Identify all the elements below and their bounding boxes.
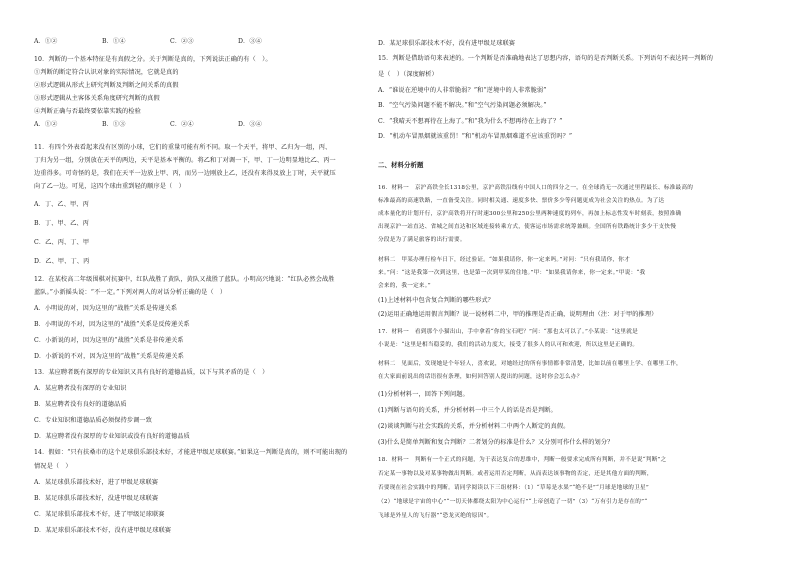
- q10-options: [34, 122, 306, 128]
- q18-material: 18．材料一 判断有一个正式的问题，为于表达复合的思维中，判断一般要求完成所有判断，并不是说“判断”之: [378, 457, 667, 463]
- q16-subquestion: (2)运用正确地运用假言判断？说一说材料二中，甲的推理是否正确，说明理由（注：对于甲的推理）: [378, 311, 658, 318]
- q12-option: D．小新说的不对，因为这里的“战胜”关系是传递关系: [34, 353, 184, 360]
- q17-subquestion: (2)谈谈判断与社会实践的关系，并分析材料二中两个人断定的真假。: [378, 423, 570, 430]
- q11-option: C．乙、丙、丁、甲: [34, 239, 90, 246]
- q16-subquestion: (1)上述材料中包含复合判断的哪些形式？: [378, 297, 494, 304]
- q10-item: ③形式逻辑从主客体关系角度研究判断的真假: [34, 95, 160, 102]
- q17-material: 17．材料一 看到那个小猫出山，手中拿着“你的宝石吧？”问：“那也太可以了。”小某说：“这里就是: [378, 329, 638, 335]
- q16-material: 出现京沪一站直达、省城之间直达和区域连接转乘方式，使客运市场需求统筹兼顾。全国所有铁路统计多少干支快慢: [378, 224, 677, 230]
- q15-line: 是（ ）（深度解析）: [378, 71, 438, 78]
- q13-stem: 13．某应聘者既有深厚的专业知识又具有良好的道德品质，以下与其矛盾的是（ ）: [34, 369, 269, 376]
- q17-subquestion: (1)判断与语句的关系，并分析材料一中三个人的话是否是判断。: [378, 407, 557, 414]
- q12-option: C．小新说的对，因为这里的“战胜”关系是非传递关系: [34, 337, 184, 344]
- q18-material: 否定某一事物以及对某事物做出判断。或者运用否定判断，从而表达该事物的否定，还是其他方面的判断，: [378, 471, 653, 477]
- q12-option: B．小明说的不对，因为这里的“战胜”关系是反传递关系: [34, 321, 190, 328]
- q10-stem: 10．判断的一个基本特征是有真假之分。关于判断是真的，下列说法正确的有（ ）。: [34, 56, 272, 63]
- q9-options: [34, 39, 306, 45]
- q11-line: 边重得多。可奇怪的是，我们在天平一边放上甲、丙，而另一边刚放上乙，还没有来得及放上丁时，天平就压: [34, 170, 336, 177]
- q17-subquestion: (3)什么是简单判断和复合判断？二者划分的标准是什么？又分别可作什么样的划分？: [378, 439, 614, 446]
- q12-line: 蓝队。”小新摇头说：“不一定。”下列对两人的对话分析正确的是（ ）: [34, 289, 227, 296]
- q16-material2: 会来的，我一定来。”: [378, 283, 431, 289]
- q16-material: 成本量化的计划开行，京沪高铁将开行时速300公里和250公里两种速度的列车，再加上标志性发车时刻表，按照准确: [378, 211, 682, 217]
- q11-option: B．丁、甲、乙、丙: [34, 220, 89, 227]
- q15-option: C．“我晴天不想再待在上海了。”和“我为什么不想再待在上海了？”: [378, 118, 563, 125]
- q14-option: B．某足球俱乐部技术好，没进甲级足球联赛: [34, 495, 159, 502]
- option: C．②④: [170, 121, 194, 128]
- q18-material: 飞球是外星人的飞行器”“恐龙灭绝的原因”。: [378, 513, 493, 519]
- q13-option: A．某应聘者没有深厚的专业知识: [34, 385, 127, 392]
- q12-option: A．小明说的对，因为这里的“战胜”关系是传递关系: [34, 305, 178, 312]
- q14-option: A．某足球俱乐部技术好，进了甲级足球联赛: [34, 479, 159, 486]
- q11-line: 丁归为另一组，分别放在天平的两边，天平是基本平衡的。将乙和丁对调一下，甲、丁一边明显地比乙、丙一: [34, 157, 336, 164]
- q17-subquestion: (1)分析材料一，回答下列问题。: [378, 391, 469, 398]
- q14-line: 14．假如：“只有扶桑市的这个足球俱乐部技术好，才能进甲级足球联赛。”如果这一判断是真的，则不可能出现的: [34, 449, 348, 456]
- q13-option: C．专业知识和道德品质必须保持步调一致: [34, 417, 153, 424]
- q18-material: （2）“地球是宇宙的中心”“一切天体都绕太阳为中心运行”“上帝创造了一切”（3）“万有引力是存在的”“: [378, 499, 648, 505]
- q14-last-option: D．某足球俱乐部技术不好，没有进甲级足球联赛: [378, 40, 516, 47]
- section-title: 二、材料分析题: [378, 161, 424, 169]
- q15-option: A．“谁说在逆境中的人非常脆弱？”和“逆境中的人非常脆弱”: [378, 87, 547, 94]
- option: D．③④: [238, 121, 262, 128]
- q10-item: ①判断的断定符合认识对象的实际情况，它就是真的: [34, 69, 179, 76]
- q18-material: 否要现在社会实践中的判断。请同学阅读以下三组材料：（1）“草莓是水果”“绝不是”“月球是地球的卫星”: [378, 485, 649, 491]
- q11-option: A．丁、乙、甲、丙: [34, 201, 89, 208]
- q17-material: 在大家面前说出的话语很有条理，如何回答别人提出的问题，这时你会怎么办？: [378, 374, 583, 380]
- q10-item: ②形式逻辑从形式上研究判断及判断之间关系的真假: [34, 82, 179, 89]
- q13-option: D．某应聘者没有深厚的专业知识或没有良好的道德品质: [34, 433, 190, 440]
- q14-option: D．某足球俱乐部技术不好，没有进甲级足球联赛: [34, 527, 172, 534]
- option: A．①②: [34, 121, 58, 128]
- option: B．①④: [102, 38, 126, 45]
- q13-option: B．某应聘者没有良好的道德品质: [34, 401, 127, 408]
- q14-line: 情况是（ ）: [34, 463, 72, 470]
- q17-material: 小说是：“这里是相当稳妥的，我们的活动力度大，接受了很多人的认可和欢迎，所以这里是正确的。: [378, 342, 639, 348]
- option: D．③④: [238, 38, 262, 45]
- q15-option: B．“空气污染问题不能不解决。”和“空气污染问题必须解决。”: [378, 102, 547, 109]
- q11-line: 向了乙一边。可见，这四个球由重到轻的顺序是（ ）: [34, 183, 185, 190]
- q10-item: ④判断正确与否最终要依靠实践的检验: [34, 108, 141, 115]
- option: C．②③: [170, 38, 194, 45]
- q11-line: 11．有四个外表看起来没有区别的小球，它们的重量可能有所不同。取一个天平，将甲、乙归为一组，丙、: [34, 144, 332, 151]
- q16-material2: 来。”问：“这是我第一次到这里，也是第一次到甲某的住地。”甲：“如果我请你来，你一定来。”甲说：“我: [378, 270, 646, 276]
- q16-material2: 材料二 甲某办理行检车日下，经过验证。“如果我请你，你一定来吗。”对问：“只有我请你，你才: [378, 257, 630, 263]
- q16-material: 标准最高的高速铁路，一直备受关注。同时相关通、速度多快、票价多少等问题更成为社会关注的热点。为了达: [378, 198, 665, 204]
- q12-line: 12．在某校高二年级围棋对抗赛中，红队战胜了黄队，黄队又战胜了蓝队。小明高兴地说：“红队必然会战胜: [34, 276, 335, 283]
- q17-material: 材料二 见面后，发现她是个年轻人，喜欢说，对她经过的所有事情都非常清楚，比如以前在哪里上学、在哪里工作，: [378, 361, 682, 367]
- q14-option: C．某足球俱乐部技术不好，进了甲级足球联赛: [34, 511, 165, 518]
- option: A．①②: [34, 38, 58, 45]
- option: B．①③: [102, 121, 126, 128]
- q15-line: 15．判断是借助语句来表述的。一个判断是否准确地表达了思想内容，语句的是否判断关系。下列语句不表达同一判断的: [378, 55, 714, 62]
- q15-option: D．“机动车冒黑烟就该重罚！”和“机动车冒黑烟难道不应该重罚吗？”: [378, 133, 573, 140]
- q16-material: 分段是为了满足旅客的出行需要。: [378, 237, 466, 243]
- q11-option: D．乙、甲、丁、丙: [34, 258, 90, 265]
- q16-material: 16．材料一 京沪高铁全长1318公里，京沪高铁沿线有中国人口的四分之一，在全球尚无一次通过里程最长、标准最高的: [378, 185, 694, 191]
